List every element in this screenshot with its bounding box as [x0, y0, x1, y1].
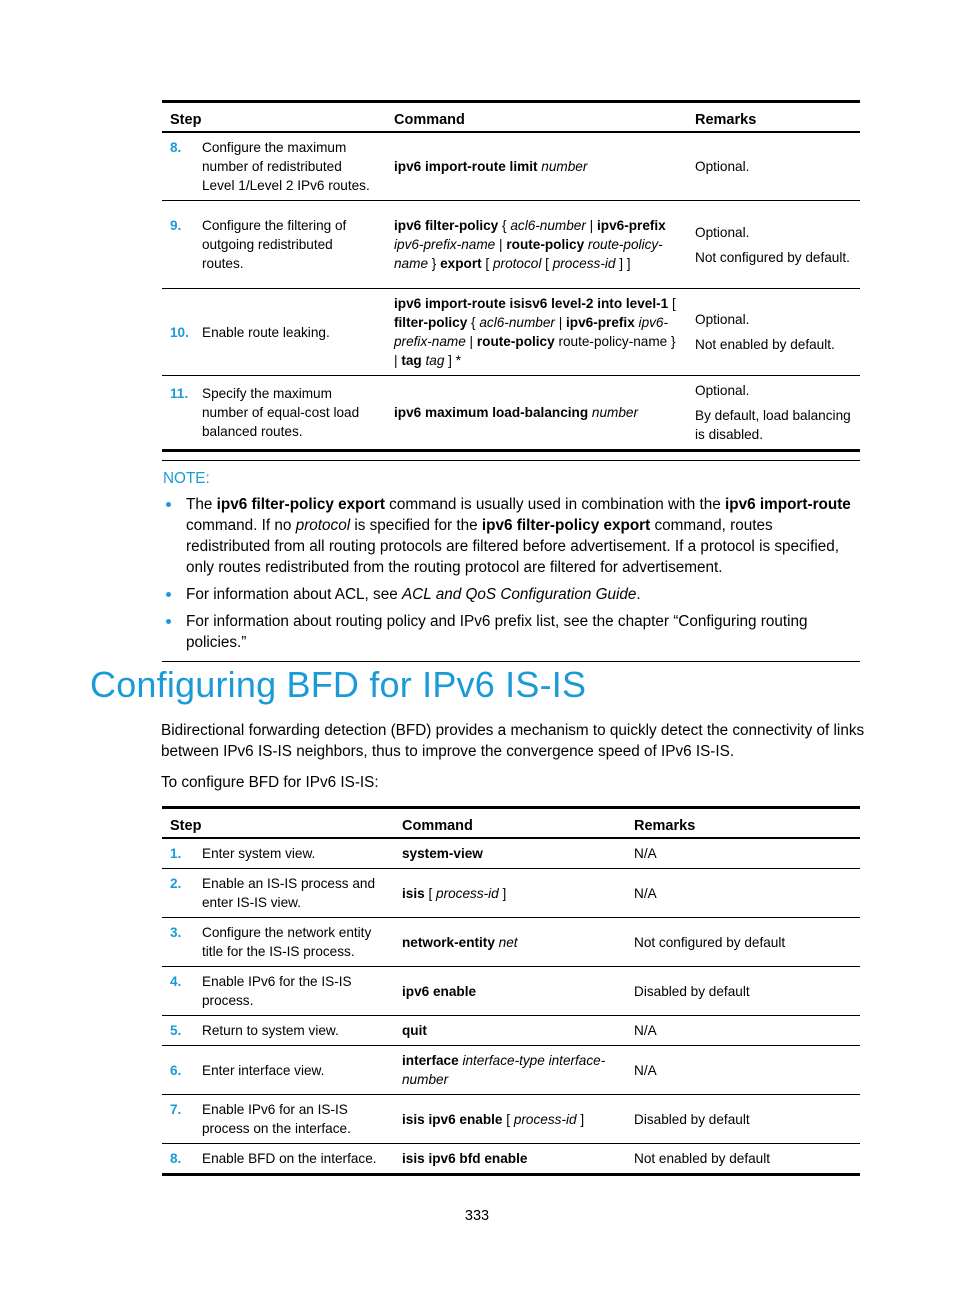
text-run: ipv6-prefix-name [394, 315, 669, 349]
text-run: ipv6 filter-policy [394, 218, 499, 233]
step-description: Enter interface view. [202, 1062, 325, 1078]
remarks-cell [687, 289, 860, 376]
lead-paragraph: To configure BFD for IPv6 IS-IS: [161, 774, 379, 791]
step-number: 10. [170, 324, 189, 340]
header-command: Command [394, 808, 626, 839]
text-run: ipv6-prefix [597, 218, 666, 233]
remark-text: Not enabled by default. [695, 337, 835, 352]
text-run: isis [402, 885, 425, 901]
step-description: Enable route leaking. [202, 324, 330, 340]
remark-text: Not configured by default [634, 934, 786, 950]
intro-paragraph: Bidirectional forwarding detection (BFD) provides a mechanism to quickly detect the connectivity of links between IPv6 IS-IS neighbors, thus to improve the convergence speed of IPv6 IS-IS. [161, 722, 865, 760]
text-run: protocol [493, 256, 542, 271]
remark-text: Disabled by default [634, 983, 750, 999]
text-run: ipv6 import-route isisv6 level-2 into level-1 [394, 296, 669, 311]
text-run: isis ipv6 enable [402, 1111, 503, 1127]
remark-text: Disabled by default [634, 1111, 750, 1127]
text-run: isis ipv6 bfd enable [402, 1151, 528, 1166]
note-item [162, 611, 860, 653]
table-row [162, 1095, 860, 1144]
remark-text: By default, load balancing is disabled. [695, 408, 851, 442]
step-number: 2. [170, 876, 182, 891]
config-table-2 [162, 806, 860, 1176]
text-run: ] [576, 1111, 585, 1127]
step-cell [162, 289, 386, 376]
command-cell [386, 132, 687, 201]
step-number: 11. [170, 386, 189, 401]
step-description: Enable IPv6 for the IS-IS process. [202, 974, 352, 1008]
command-cell [394, 918, 626, 967]
text-run: ipv6-prefix [566, 315, 635, 330]
step-description: Configure the maximum number of redistributed Level 1/Level 2 IPv6 routes. [202, 140, 370, 193]
text-run: [ [424, 885, 437, 901]
text-run: For information about ACL, see [186, 586, 402, 603]
step-cell [162, 918, 394, 967]
remarks-cell [626, 1095, 860, 1144]
text-run: | [585, 218, 597, 233]
step-cell [162, 201, 386, 289]
command-cell [386, 201, 687, 289]
table-row [162, 869, 860, 918]
step-number: 7. [170, 1102, 182, 1117]
step-cell [162, 869, 394, 918]
step-number: 8. [170, 1151, 182, 1166]
text-run: system-view [402, 846, 483, 861]
text-run: { [498, 218, 511, 233]
remark-text: Not configured by default. [695, 249, 850, 265]
text-run: protocol [295, 517, 351, 534]
text-run: [ [481, 256, 493, 271]
remarks-cell [687, 201, 860, 289]
table-row [162, 132, 860, 201]
text-run: For information about routing policy and IPv6 prefix list, see the chapter “Configuring routing policies.” [186, 613, 808, 651]
config-table-1 [162, 100, 860, 452]
text-run: net [494, 934, 518, 950]
text-run: route-policy-name } | [394, 334, 676, 368]
step-number: 9. [170, 218, 182, 233]
table-row [162, 1046, 860, 1095]
text-run: route-policy [476, 334, 555, 349]
text-run: | [465, 334, 477, 349]
step-cell [162, 967, 394, 1016]
remark-text: N/A [634, 885, 657, 901]
remark-text: Optional. [695, 159, 750, 174]
text-run: is specified for the [350, 517, 482, 534]
step-number: 3. [170, 925, 182, 940]
text-run: ipv6 filter-policy export [216, 496, 385, 513]
step-description: Enable an IS-IS process and enter IS-IS view. [202, 876, 376, 910]
remarks-cell [626, 838, 860, 869]
table-body [162, 838, 860, 1175]
text-run: process-id [436, 885, 499, 901]
command-cell [394, 967, 626, 1016]
header-command: Command [386, 102, 687, 133]
text-run: command, routes redistributed from all routing protocols are filtered before advertisement. If a protocol is specified, only routes redistributed from the routing protocol are filtered for advertisement. [186, 517, 839, 576]
step-cell [162, 132, 386, 201]
text-run: network-entity [402, 934, 495, 950]
page-number: 333 [464, 1208, 490, 1224]
note-box [162, 460, 860, 662]
text-run: route-policy-name [394, 237, 663, 271]
text-run: . [636, 586, 641, 603]
step-cell [162, 1016, 394, 1046]
table-row [162, 918, 860, 967]
header-step: Step [162, 102, 386, 133]
text-run: filter-policy [394, 315, 468, 330]
header-step: Step [162, 808, 394, 839]
text-run: { [467, 315, 480, 330]
remark-text: Not enabled by default [634, 1151, 771, 1166]
step-description: Enable IPv6 for an IS-IS process on the interface. [202, 1102, 351, 1136]
text-run: acl6-number [510, 218, 586, 233]
text-run: ] * [444, 353, 462, 368]
step-number: 4. [170, 974, 182, 989]
remarks-cell [687, 132, 860, 201]
step-description: Configure the network entity title for the IS-IS process. [202, 925, 372, 959]
remark-text: N/A [634, 846, 657, 861]
command-cell [386, 289, 687, 376]
step-cell [162, 1095, 394, 1144]
text-run: ] [498, 885, 507, 901]
step-number: 6. [170, 1062, 182, 1078]
text-run: ] ] [615, 256, 631, 271]
step-cell [162, 1144, 394, 1175]
text-run: [ [668, 296, 676, 311]
remarks-cell [626, 967, 860, 1016]
text-run: route-policy [506, 237, 585, 252]
remarks-cell [626, 1046, 860, 1095]
table-row [162, 201, 860, 289]
step-number: 8. [170, 140, 182, 155]
step-description: Enable BFD on the interface. [202, 1151, 377, 1166]
remarks-cell [687, 376, 860, 451]
table-row [162, 1016, 860, 1046]
text-run: interface [402, 1053, 459, 1068]
text-run: quit [402, 1023, 427, 1038]
table-row [162, 838, 860, 869]
text-run: ipv6 enable [402, 983, 477, 999]
note-item [162, 494, 860, 578]
text-run: } [428, 256, 441, 271]
step-description: Enter system view. [202, 846, 316, 861]
text-run: ipv6 import-route [725, 496, 851, 513]
table-row [162, 1144, 860, 1175]
note-label: NOTE: [163, 470, 210, 487]
remark-text: Optional. [695, 224, 750, 240]
command-cell [394, 869, 626, 918]
step-description: Configure the filtering of outgoing redistributed routes. [202, 218, 347, 271]
header-remarks: Remarks [687, 102, 860, 133]
text-run: The [186, 496, 217, 513]
step-cell [162, 838, 394, 869]
command-cell [394, 1016, 626, 1046]
step-description: Return to system view. [202, 1023, 339, 1038]
text-run: number [537, 159, 588, 174]
table-body [162, 132, 860, 451]
command-cell [394, 838, 626, 869]
text-run: ipv6 maximum load-balancing [394, 405, 589, 420]
text-run: ipv6 import-route limit [394, 159, 538, 174]
text-run: command. If no [186, 517, 296, 534]
text-run: tag [401, 353, 422, 368]
table-row [162, 376, 860, 451]
remark-text: Optional. [695, 383, 750, 398]
remarks-cell [626, 918, 860, 967]
text-run: ipv6-prefix-name [394, 237, 496, 252]
section-title: Configuring BFD for IPv6 IS-IS [90, 664, 587, 705]
remarks-cell [626, 1144, 860, 1175]
text-run: command is usually used in combination with the [384, 496, 726, 513]
text-run: | [495, 237, 507, 252]
command-cell [386, 376, 687, 451]
step-description: Specify the maximum number of equal-cost load balanced routes. [202, 386, 360, 439]
table-row [162, 967, 860, 1016]
step-number: 5. [170, 1023, 182, 1038]
text-run: acl6-number [479, 315, 555, 330]
remarks-cell [626, 869, 860, 918]
text-run: process-id [552, 256, 616, 271]
remarks-cell [626, 1016, 860, 1046]
command-cell [394, 1046, 626, 1095]
remark-text: N/A [634, 1023, 657, 1038]
remark-text: N/A [634, 1062, 657, 1078]
remark-text: Optional. [695, 312, 750, 327]
text-run: ipv6 filter-policy export [481, 517, 651, 534]
text-run: interface-type interface-number [402, 1053, 606, 1087]
text-run: [ [502, 1111, 514, 1127]
text-run: | [554, 315, 567, 330]
command-cell [394, 1144, 626, 1175]
table-row [162, 289, 860, 376]
command-cell [394, 1095, 626, 1144]
step-cell [162, 376, 386, 451]
text-run: number [588, 405, 639, 420]
step-number: 1. [170, 846, 182, 861]
note-list [162, 494, 860, 653]
text-run: export [440, 256, 482, 271]
text-run: process-id [513, 1111, 577, 1127]
step-cell [162, 1046, 394, 1095]
text-run: [ [541, 256, 553, 271]
text-run: ACL and QoS Configuration Guide [401, 586, 637, 603]
note-item [162, 584, 860, 605]
header-remarks: Remarks [626, 808, 860, 839]
text-run: tag [421, 353, 445, 368]
table-header-row [162, 808, 860, 839]
table-header-row [162, 102, 860, 133]
